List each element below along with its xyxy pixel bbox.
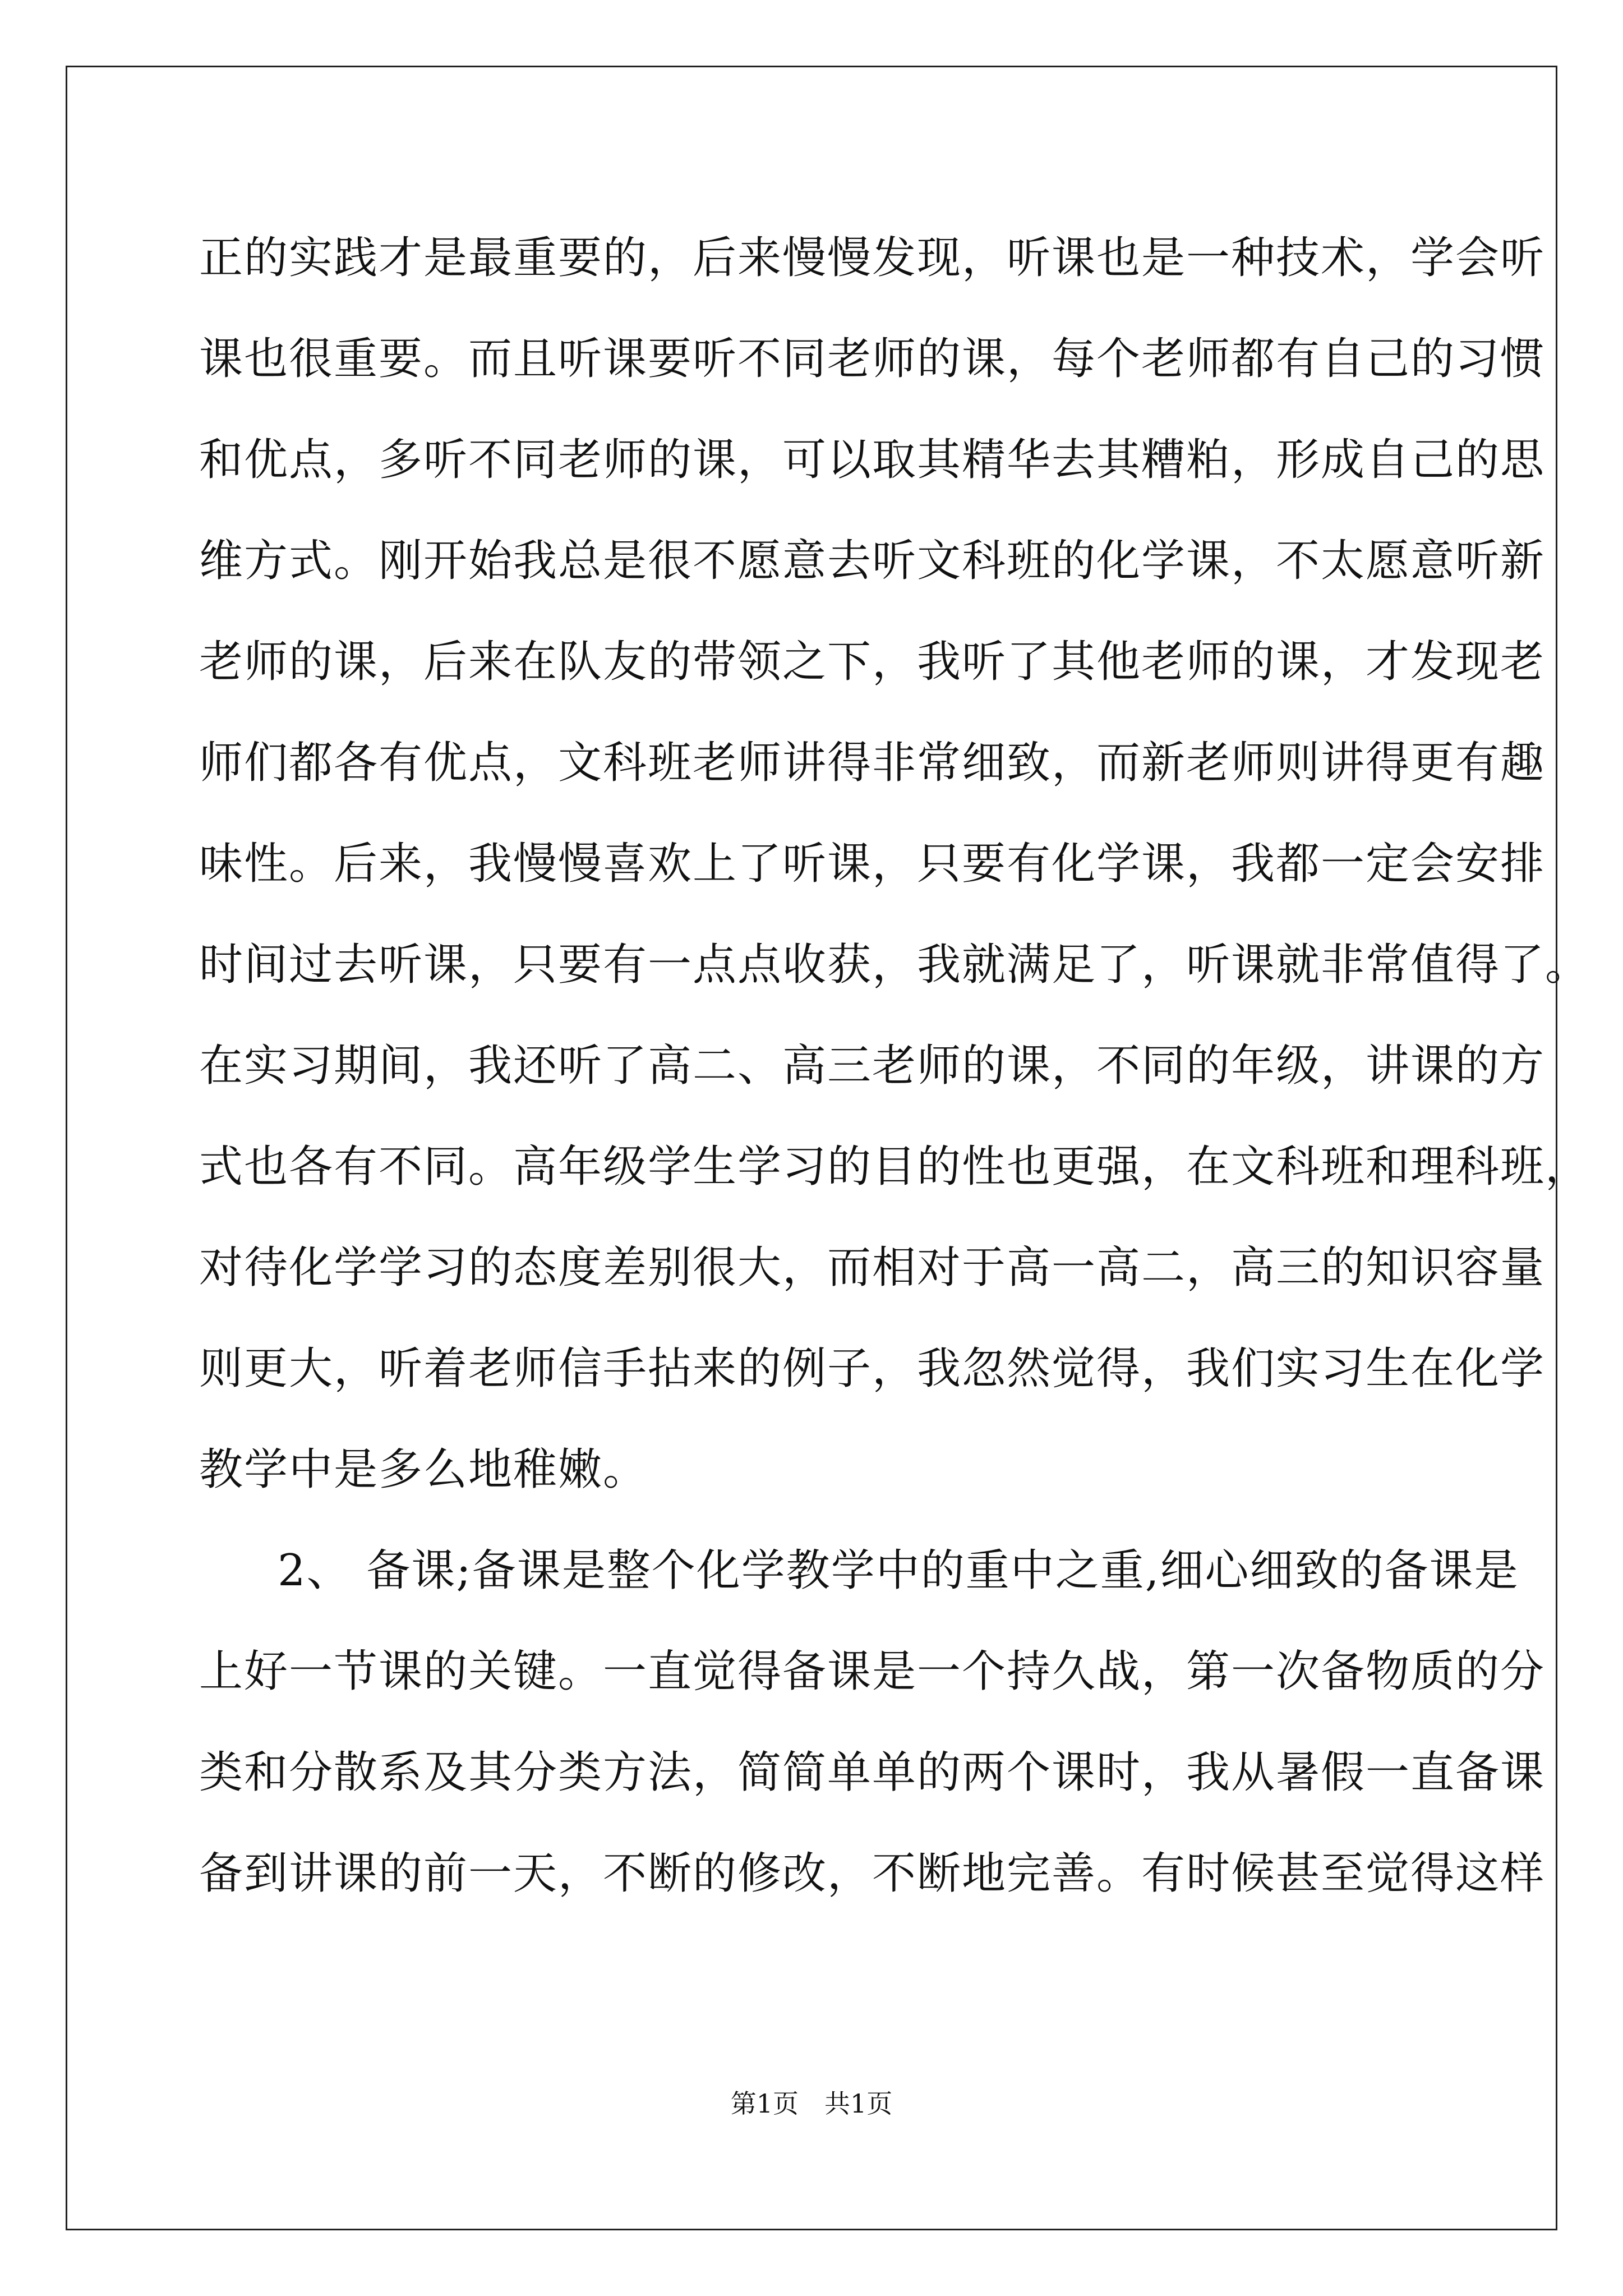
text-line: 味性。后来，我慢慢喜欢上了听课，只要有化学课，我都一定会安排 xyxy=(199,839,1546,889)
paragraph-start-line: 2、 备课;备课是整个化学教学中的重中之重,细心细致的备课是 xyxy=(278,1545,1519,1596)
text-line: 在实习期间，我还听了高二、高三老师的课，不同的年级，讲课的方 xyxy=(199,1041,1546,1091)
text-line: 维方式。刚开始我总是很不愿意去听文科班的化学课，不太愿意听新 xyxy=(199,536,1546,586)
text-line: 类和分散系及其分类方法，简简单单的两个课时，我从暑假一直备课 xyxy=(199,1747,1546,1798)
text-line: 教学中是多么地稚嫩。 xyxy=(199,1444,648,1495)
text-line: 老师的课，后来在队友的带领之下，我听了其他老师的课，才发现老 xyxy=(199,637,1546,687)
text-line: 师们都各有优点，文科班老师讲得非常细致，而新老师则讲得更有趣 xyxy=(199,738,1546,788)
text-line: 式也各有不同。高年级学生学习的目的性也更强，在文科班和理科班， xyxy=(199,1142,1590,1192)
text-line: 上好一节课的关键。一直觉得备课是一个持久战，第一次备物质的分 xyxy=(199,1646,1546,1697)
text-line: 课也很重要。而且听课要听不同老师的课，每个老师都有自己的习惯 xyxy=(199,334,1546,384)
text-line: 备到讲课的前一天，不断的修改，不断地完善。有时候甚至觉得这样 xyxy=(199,1848,1546,1899)
text-line: 对待化学学习的态度差别很大，而相对于高一高二，高三的知识容量 xyxy=(199,1243,1546,1293)
document-body xyxy=(199,208,1590,1924)
text-line: 和优点，多听不同老师的课，可以取其精华去其糟粕，形成自己的思 xyxy=(199,435,1546,485)
page-footer: 第1页 共1页 xyxy=(730,2088,893,2119)
text-line: 则更大，听着老师信手拈来的例子，我忽然觉得，我们实习生在化学 xyxy=(199,1343,1546,1394)
text-line: 时间过去听课，只要有一点点收获，我就满足了，听课就非常值得了。 xyxy=(199,940,1590,990)
text-line: 正的实践才是最重要的，后来慢慢发现，听课也是一种技术，学会听 xyxy=(199,233,1546,283)
